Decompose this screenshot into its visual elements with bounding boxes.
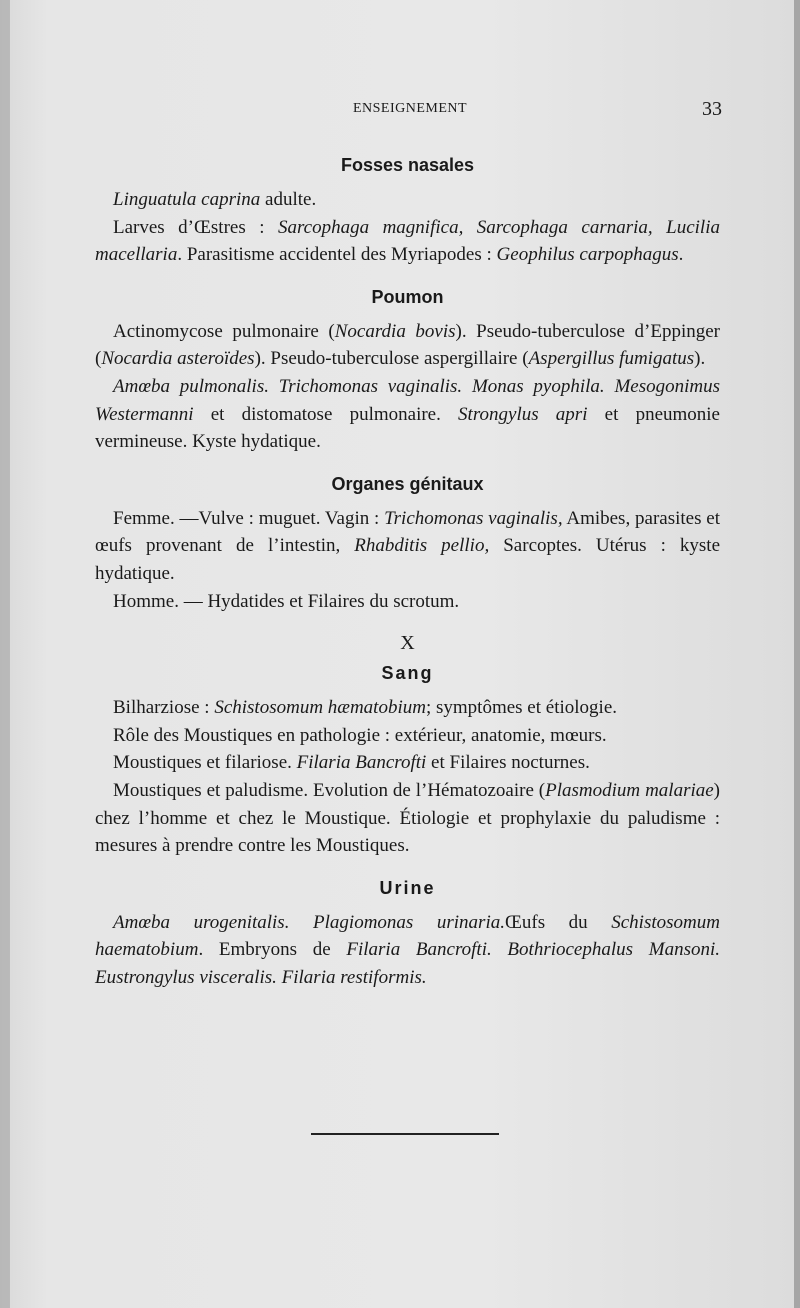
section-heading: Sang (381, 663, 434, 684)
paragraph: Larves d’Œstres : Sarcophaga magnifica, Sarcophaga carnaria, Lucilia macellaria. Parasitisme accidentel des Myriapodes : Geophilus carpophagus. (95, 216, 720, 266)
paragraph: Moustiques et paludisme. Evolution de l’Hématozoaire (Plasmodium malariae) chez l’homme et chez le Moustique. Étiologie et prophylaxie du paludisme : mesures à prendre contre les Moustiques. (95, 779, 720, 857)
paragraph: Moustiques et filariose. Filaria Bancrofti et Filaires nocturnes. (113, 752, 590, 774)
paragraph: Bilharziose : Schistosomum hæmatobium; symptômes et étiologie. (113, 697, 617, 719)
section-urine (95, 873, 720, 992)
page-number: 33 (702, 98, 722, 120)
section-heading: Organes génitaux (331, 473, 484, 494)
page-shadow-right (794, 0, 800, 1308)
paragraph: Linguatula caprina adulte. (113, 189, 317, 210)
paragraph: Amœba urogenitalis. Plagiomonas urinaria.Œufs du Schistosomum haematobium. Embryons de Filaria Bancrofti. Bothriocephalus Mansoni. Eustrongylus visceralis. Filaria restiformis. (95, 911, 720, 988)
section-heading: Urine (379, 877, 436, 898)
section-organes-genitaux (95, 469, 720, 615)
closing-rule (311, 1133, 499, 1135)
running-head (95, 98, 725, 122)
chapter-number: X (400, 632, 415, 655)
paragraph: Actinomycose pulmonaire (Nocardia bovis). Pseudo-tuberculose d’Eppinger (Nocardia asteroïdes). Pseudo-tuberculose aspergillaire (Aspergillus fumigatus). (95, 320, 720, 370)
section-sang (95, 628, 720, 860)
page-body (95, 150, 720, 1004)
paragraph: Amœba pulmonalis. Trichomonas vaginalis. Monas pyophila. Mesogonimus Westermanni et distomatose pulmonaire. Strongylus apri et pneumonie vermineuse. Kyste hydatique. (95, 375, 720, 453)
section-heading: Poumon (371, 286, 444, 307)
page-shadow-left (0, 0, 10, 1308)
paragraph: Rôle des Moustiques en pathologie : extérieur, anatomie, mœurs. (113, 724, 607, 746)
section-poumon (95, 282, 720, 456)
section-heading: Fosses nasales (340, 155, 475, 175)
paragraph: Femme. —Vulve : muguet. Vagin : Trichomonas vaginalis, Amibes, parasites et œufs provenant de l’intestin, Rhabditis pellio, Sarcoptes. Utérus : kyste hydatique. (95, 507, 721, 584)
paragraph: Homme. — Hydatides et Filaires du scrotum. (113, 590, 460, 612)
section-fosses-nasales (95, 150, 720, 269)
running-title: ENSEIGNEMENT (352, 101, 468, 116)
